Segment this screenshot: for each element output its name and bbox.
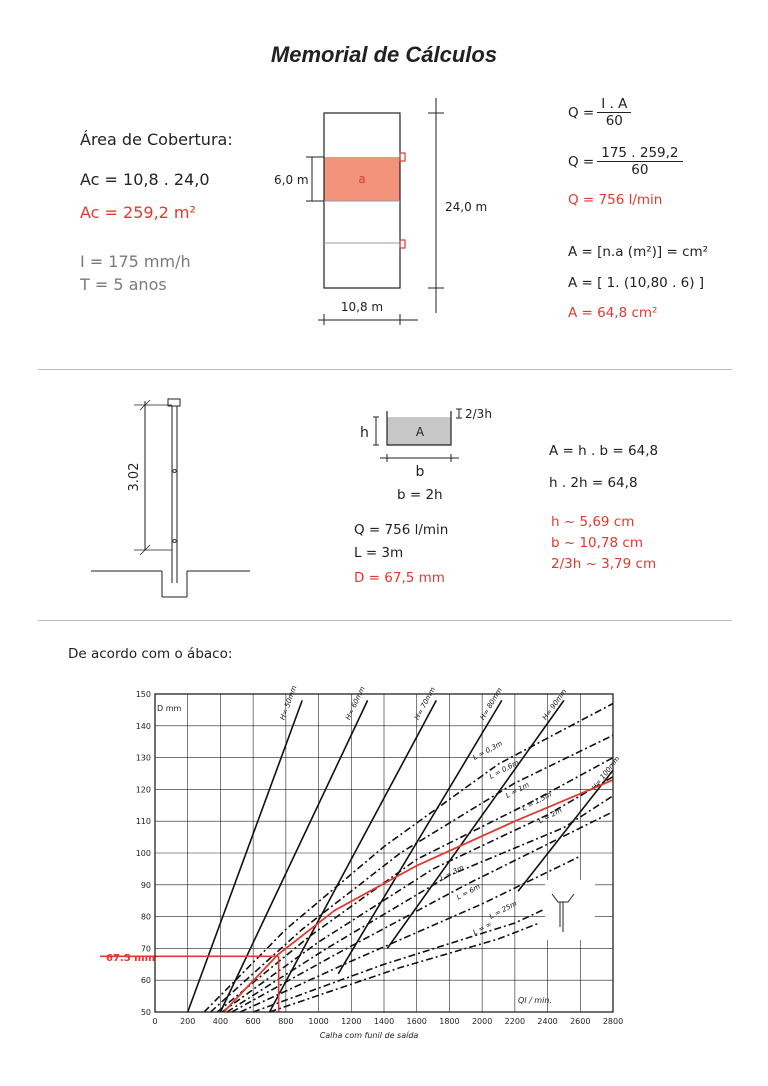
gutter-section-diagram (355, 404, 505, 484)
outlet-marker (400, 153, 405, 161)
area-equation: A = h . b = 64,8 (549, 443, 659, 459)
x-tick-label: 2400 (537, 1017, 558, 1026)
y-tick-label: 90 (140, 880, 151, 890)
gutter-height-label: h (360, 425, 369, 441)
diameter-result: D = 67,5 mm (354, 570, 445, 586)
return-period-value: T = 5 anos (80, 275, 167, 294)
dim-bottom-label: 10,8 m (340, 300, 384, 314)
x-tick-label: 0 (152, 1017, 158, 1026)
y-tick-label: 80 (140, 912, 151, 922)
x-tick-label: 600 (245, 1017, 261, 1026)
x-tick-label: 2800 (602, 1017, 624, 1026)
series-label: H= 50mm (278, 684, 299, 722)
inset-background (545, 880, 595, 940)
flow-substitution-denominator: 60 (631, 162, 649, 178)
area-section-formula: A = [n.a (m²)] = cm² (568, 244, 709, 260)
flow-label: Ql / min. (518, 996, 552, 1005)
roof-plan-diagram (270, 95, 490, 325)
y-tick-label: 120 (135, 785, 151, 795)
x-tick-label: 2600 (570, 1017, 591, 1026)
series-label: L = 25m (488, 899, 519, 921)
y-axis-label: D mm (157, 704, 182, 713)
series-label: L = 1m (504, 780, 531, 800)
series-label: L = 1,5m (520, 790, 553, 813)
x-tick-label: 2200 (504, 1017, 526, 1026)
flow-formula (568, 96, 631, 129)
flow-substitution (568, 145, 683, 178)
y-tick-label: 70 (140, 944, 151, 954)
outlet-marker (400, 240, 405, 248)
height-equation: h . 2h = 64,8 (549, 475, 638, 491)
gutter-area-label: A (415, 425, 425, 439)
height-result: h ~ 5,69 cm (551, 514, 635, 530)
series-label: L = 3m (438, 863, 466, 883)
flow-substitution-numerator: 175 . 259,2 (597, 145, 682, 162)
width-result: b ~ 10,78 cm (551, 535, 643, 551)
series-label: H= 70mm (413, 685, 438, 722)
chart-highlight (100, 780, 613, 1012)
y-tick-label: 130 (135, 753, 151, 763)
x-axis-label: Calha com funil de saída (319, 1031, 419, 1040)
x-tick-label: 400 (212, 1017, 229, 1026)
series-line-pipe-height (188, 700, 303, 1012)
dim-right-label: 24,0 m (445, 200, 488, 214)
x-tick-label: 1200 (341, 1017, 362, 1026)
y-tick-label: 150 (135, 690, 151, 699)
chart-series (188, 684, 622, 1012)
area-section-result: A = 64,8 cm² (568, 305, 658, 321)
series-line-pipe-length (211, 735, 613, 1012)
downpipe-diagram (88, 393, 258, 605)
x-tick-label: 800 (278, 1017, 294, 1026)
series-label: H= 60mm (344, 685, 367, 722)
series-label: H= 100mm (590, 754, 622, 792)
gutter-freeboard-label: 2/3h (465, 407, 492, 421)
flow-substitution-lhs: Q = (568, 153, 595, 170)
pipe-length: L = 3m (354, 545, 404, 561)
flow-substitution-fraction (597, 145, 682, 178)
series-label: H= 90mm (541, 687, 569, 722)
x-tick-label: 2000 (471, 1017, 493, 1026)
gutter-outlet-inset (545, 880, 595, 940)
width-relation: b = 2h (397, 487, 443, 503)
ac-formula: Ac = 10,8 . 24,0 (80, 170, 210, 189)
y-tick-label: 60 (140, 976, 151, 986)
x-tick-label: 1000 (308, 1017, 329, 1026)
series-label: H= 80mm (478, 686, 504, 722)
series-label: L = 0,6m (488, 758, 521, 781)
reading-label: 67.5 mm (106, 953, 155, 964)
x-tick-label: 200 (180, 1017, 196, 1026)
chart-axes (135, 687, 624, 1026)
flow-formula-denominator: 60 (605, 113, 623, 129)
ac-result: Ac = 259,2 m² (80, 203, 196, 222)
area-label: Área de Cobertura: (80, 130, 233, 149)
roof-area-label: a (358, 172, 366, 186)
section-divider (38, 620, 732, 621)
flow-formula-fraction (597, 96, 631, 129)
series-label: L = 0,3m (471, 739, 504, 762)
chart-intro-text: De acordo com o ábaco: (68, 646, 233, 662)
flow-result: Q = 756 l/min (568, 192, 663, 208)
x-tick-label: 1400 (373, 1017, 395, 1026)
series-label: L = ∞ (471, 920, 494, 937)
y-tick-label: 140 (135, 721, 151, 731)
y-tick-label: 110 (135, 817, 151, 827)
series-line-pipe-length (240, 856, 580, 1012)
y-tick-label: 100 (135, 849, 151, 858)
freeboard-result: 2/3h ~ 3,79 cm (551, 556, 657, 572)
flow-formula-numerator: I . A (597, 96, 631, 113)
series-label: L = 6m (455, 882, 482, 902)
x-tick-label: 1600 (406, 1017, 427, 1026)
intensity-value: I = 175 mm/h (80, 252, 191, 271)
gutter-chart (98, 682, 628, 1044)
gutter-width-label: b (415, 464, 425, 480)
y-tick-label: 50 (140, 1008, 151, 1017)
dim-left-label: 6,0 m (274, 173, 309, 187)
flow-formula-lhs: Q = (568, 104, 595, 121)
pipe-clamp (173, 469, 176, 472)
page-title: Memorial de Cálculos (270, 42, 498, 67)
design-flow: Q = 756 l/min (354, 522, 449, 538)
section-divider (38, 369, 732, 370)
pipe-clamp (173, 539, 176, 542)
area-section-substitution: A = [ 1. (10,80 . 6) ] (568, 275, 705, 291)
pipe-height-label: 3.02 (127, 462, 142, 492)
x-tick-label: 1800 (439, 1017, 460, 1026)
series-label: L = 2m (537, 806, 564, 826)
